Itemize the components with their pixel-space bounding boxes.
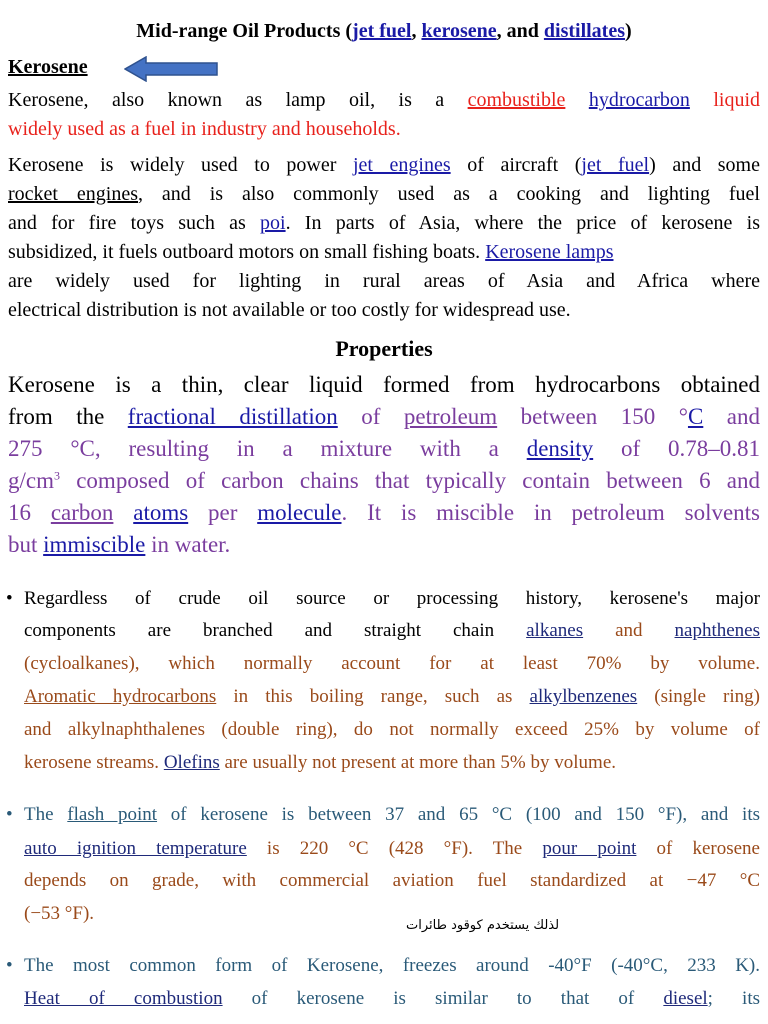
p3-line-5: 16 carbon atoms per molecule. It is miscible in petroleum solvents: [8, 500, 761, 525]
p3-line-4: $g/cm^3$ composed of carbon chains that typically contain between 6 and: [8, 468, 760, 493]
bullet-1-marker: •: [6, 588, 13, 609]
bullet-2-marker: •: [6, 804, 13, 825]
arabic-note: لذلك يستخدم كوقود طائرات: [406, 918, 560, 933]
b1-line-1: Regardless of crude oil source or processing history, kerosene's major: [24, 588, 760, 609]
link-alkanes[interactable]: alkanes: [526, 620, 584, 641]
link-naphthenes[interactable]: naphthenes: [674, 620, 760, 641]
p3-line-2: from the fractional distillation of petroleum between 150 °C and: [8, 404, 760, 429]
b2-line-4: (−53 °F).: [24, 903, 95, 924]
link-carbon[interactable]: carbon: [50, 500, 114, 525]
title-suffix: ): [625, 20, 632, 42]
b2-line-1: The flash point of kerosene is between 37 and 65 °C (100 and 150 °F), and its: [24, 804, 760, 825]
link-petroleum[interactable]: petroleum: [403, 404, 498, 429]
b2-line-2: auto ignition temperature is 220 °C (428 °F). The pour point of kerosene: [24, 838, 760, 859]
link-fractional-distillation[interactable]: fractional distillation: [127, 404, 338, 429]
link-olefins[interactable]: Olefins: [163, 752, 220, 773]
link-celsius[interactable]: C: [687, 404, 704, 429]
p1-line-1: Kerosene, also known as lamp oil, is a combustible hydrocarbon liquid: [8, 89, 760, 111]
left-arrow-icon: [124, 56, 218, 82]
link-jet-engines[interactable]: jet engines: [352, 154, 451, 176]
link-combustible[interactable]: combustible: [467, 89, 566, 111]
b3-line-1: The most common form of Kerosene, freezes around -40°F (-40°C, 233 K).: [24, 955, 760, 976]
b1-line-3: (cycloalkanes), which normally account for at least 70% by volume.: [24, 653, 760, 674]
p3-line-1: Kerosene is a thin, clear liquid formed from hydrocarbons obtained: [8, 372, 760, 397]
link-hydrocarbon[interactable]: hydrocarbon: [588, 89, 690, 111]
page-title: [0, 20, 768, 43]
b1-line-4: Aromatic hydrocarbons in this boiling range, such as alkylbenzenes (single ring): [24, 686, 760, 707]
link-immiscible[interactable]: immiscible: [43, 532, 146, 557]
link-heat-of-combustion[interactable]: Heat of combustion: [24, 988, 223, 1009]
link-aromatic-hydrocarbons[interactable]: Aromatic hydrocarbons: [24, 686, 217, 707]
kerosene-heading: Kerosene: [8, 56, 88, 78]
link-poi[interactable]: poi: [260, 212, 286, 234]
link-alkylbenzenes[interactable]: alkylbenzenes: [529, 686, 638, 707]
b1-line-2: components are branched and straight chain alkanes and naphthenes: [24, 620, 760, 641]
link-molecule[interactable]: molecule: [257, 500, 342, 525]
link-pour-point[interactable]: pour point: [542, 838, 637, 859]
link-flash-point[interactable]: flash point: [67, 804, 158, 825]
p2-line-6: electrical distribution is not available or too costly for widespread use.: [8, 299, 571, 321]
link-auto-ignition-temperature[interactable]: auto ignition temperature: [24, 838, 247, 859]
p2-line-1: Kerosene is widely used to power jet engines of aircraft (jet fuel) and some: [8, 154, 760, 176]
b2-line-3: depends on grade, with commercial aviation fuel standardized at −47 °C: [24, 870, 760, 891]
link-density[interactable]: density: [526, 436, 594, 461]
link-kerosene[interactable]: kerosene: [421, 20, 497, 42]
b1-line-6: kerosene streams. Olefins are usually not present at more than 5% by volume.: [24, 752, 617, 773]
title-comma: ,: [411, 20, 422, 42]
link-distillates[interactable]: distillates: [543, 20, 626, 42]
b1-line-5: and alkylnaphthalenes (double ring), do not normally exceed 25% by volume of: [24, 719, 760, 740]
link-atoms[interactable]: atoms: [133, 500, 189, 525]
p3-line-3: 275 °C, resulting in a mixture with a density of 0.78–0.81: [8, 436, 760, 461]
link-kerosene-lamps[interactable]: Kerosene lamps: [485, 241, 614, 263]
title-and: , and: [496, 20, 544, 42]
p3-line-6: but immiscible in water.: [8, 532, 231, 557]
p2-line-2: rocket engines, and is also commonly used as a cooking and lighting fuel: [8, 183, 760, 205]
title-prefix: Mid-range Oil Products (: [136, 20, 353, 42]
b3-line-2: Heat of combustion of kerosene is similar to that of diesel; its: [24, 988, 761, 1009]
link-jet-fuel-2[interactable]: jet fuel: [581, 154, 650, 176]
bullet-3-marker: •: [6, 955, 13, 976]
p2-line-5: are widely used for lighting in rural areas of Asia and Africa where: [8, 270, 760, 292]
link-rocket-engines[interactable]: rocket engines: [8, 183, 138, 205]
link-jet-fuel[interactable]: jet fuel: [352, 20, 412, 42]
properties-heading: Properties: [335, 336, 433, 361]
link-diesel[interactable]: diesel: [663, 988, 708, 1009]
p2-line-4: subsidized, it fuels outboard motors on small fishing boats. Kerosene lamps: [8, 241, 614, 263]
p2-line-3: and for fire toys such as poi. In parts of Asia, where the price of kerosene is: [8, 212, 760, 234]
p1-line-2: widely used as a fuel in industry and households.: [8, 118, 401, 140]
